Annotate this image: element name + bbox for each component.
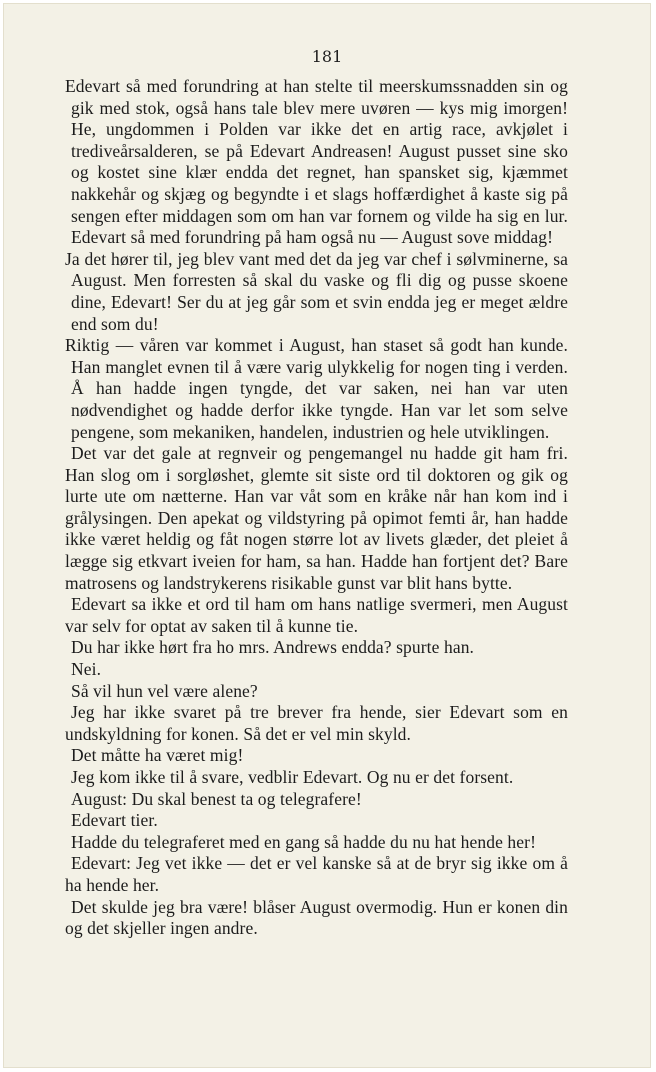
body-text [65, 76, 568, 940]
paragraph: Riktig — våren var kommet i August, han staset så godt han kunde. Han manglet evnen til å være varig ulykkelig for nogen ting i verden. Å han hadde ingen tyngde, det var saken, nei han var uten nødvendighet og hadde derfor ikke tyngde. Han var let som selve pengene, som mekaniken, handelen, industrien og hele utviklingen. [65, 335, 568, 442]
paragraph: Edevart sa ikke et ord til ham om hans natlige svermeri, men August var selv for optat av saken til å kunne tie. [65, 594, 568, 636]
paragraph: Edevart: Jeg vet ikke — det er vel kanske så at de bryr sig ikke om å ha hende her. [65, 853, 568, 895]
paragraph: Jeg har ikke svaret på tre brever fra hende, sier Edevart som en undskyldning for konen. Så det er vel min skyld. [65, 702, 568, 744]
book-page [3, 3, 651, 1068]
page-number: 181 [311, 47, 343, 66]
paragraph: Det var det gale at regnveir og pengemangel nu hadde git ham fri. Han slog om i sorgløshet, glemte sit siste ord til doktoren og gik og lurte ute om nætterne. Han var våt som en kråke når han kom ind i grålysingen. Den apekat og vildstyring på opimot femti år, han hadde ikke været heldig og fåt nogen større lot av livets glæder, det pleiet å lægge sig etkvart iveien for ham, sa han. Hadde han fortjent det? Bare matrosens og landstrykerens risikable gunst var blit hans bytte. [65, 443, 568, 593]
paragraph: Du har ikke hørt fra ho mrs. Andrews endda? spurte han. [71, 637, 475, 658]
paragraph: Edevart tier. [71, 810, 158, 831]
paragraph: Så vil hun vel være alene? [71, 680, 258, 701]
paragraph: Det skulde jeg bra være! blåser August overmodig. Hun er konen din og det skjeller ingen andre. [65, 896, 568, 939]
paragraph: August: Du skal benest ta og telegrafere! [71, 788, 362, 809]
paragraph: Edevart så med forundring at han stelte til meerskumssnadden sin og gik med stok, også hans tale blev mere uvøren — kys mig imorgen! He, ungdommen i Polden var ikke det en artig race, avkjølet i trediveårsalderen, se på Edevart Andreasen! August pusset sine sko og kostet sine klær endda det regnet, han spansket sig, kjæmmet nakkehår og skjæg og begyndte i et slags hoffærdighet å kaste sig på sengen efter middagen som om han var fornem og vilde ha sig en lur. Edevart så med forundring på ham også nu — August sove middag! [65, 76, 568, 248]
paragraph: Ja det hører til, jeg blev vant med det da jeg var chef i sølvminerne, sa August. Men forresten så skal du vaske og fli dig og pusse skoene dine, Edevart! Ser du at jeg går som et svin endda jeg er meget ældre end som du! [65, 248, 568, 334]
paragraph: Nei. [71, 659, 102, 680]
paragraph: Det måtte ha været mig! [71, 745, 244, 766]
paragraph: Hadde du telegraferet med en gang så hadde du nu hat hende her! [71, 831, 536, 852]
paragraph: Jeg kom ikke til å svare, vedblir Edevart. Og nu er det forsent. [71, 767, 514, 787]
